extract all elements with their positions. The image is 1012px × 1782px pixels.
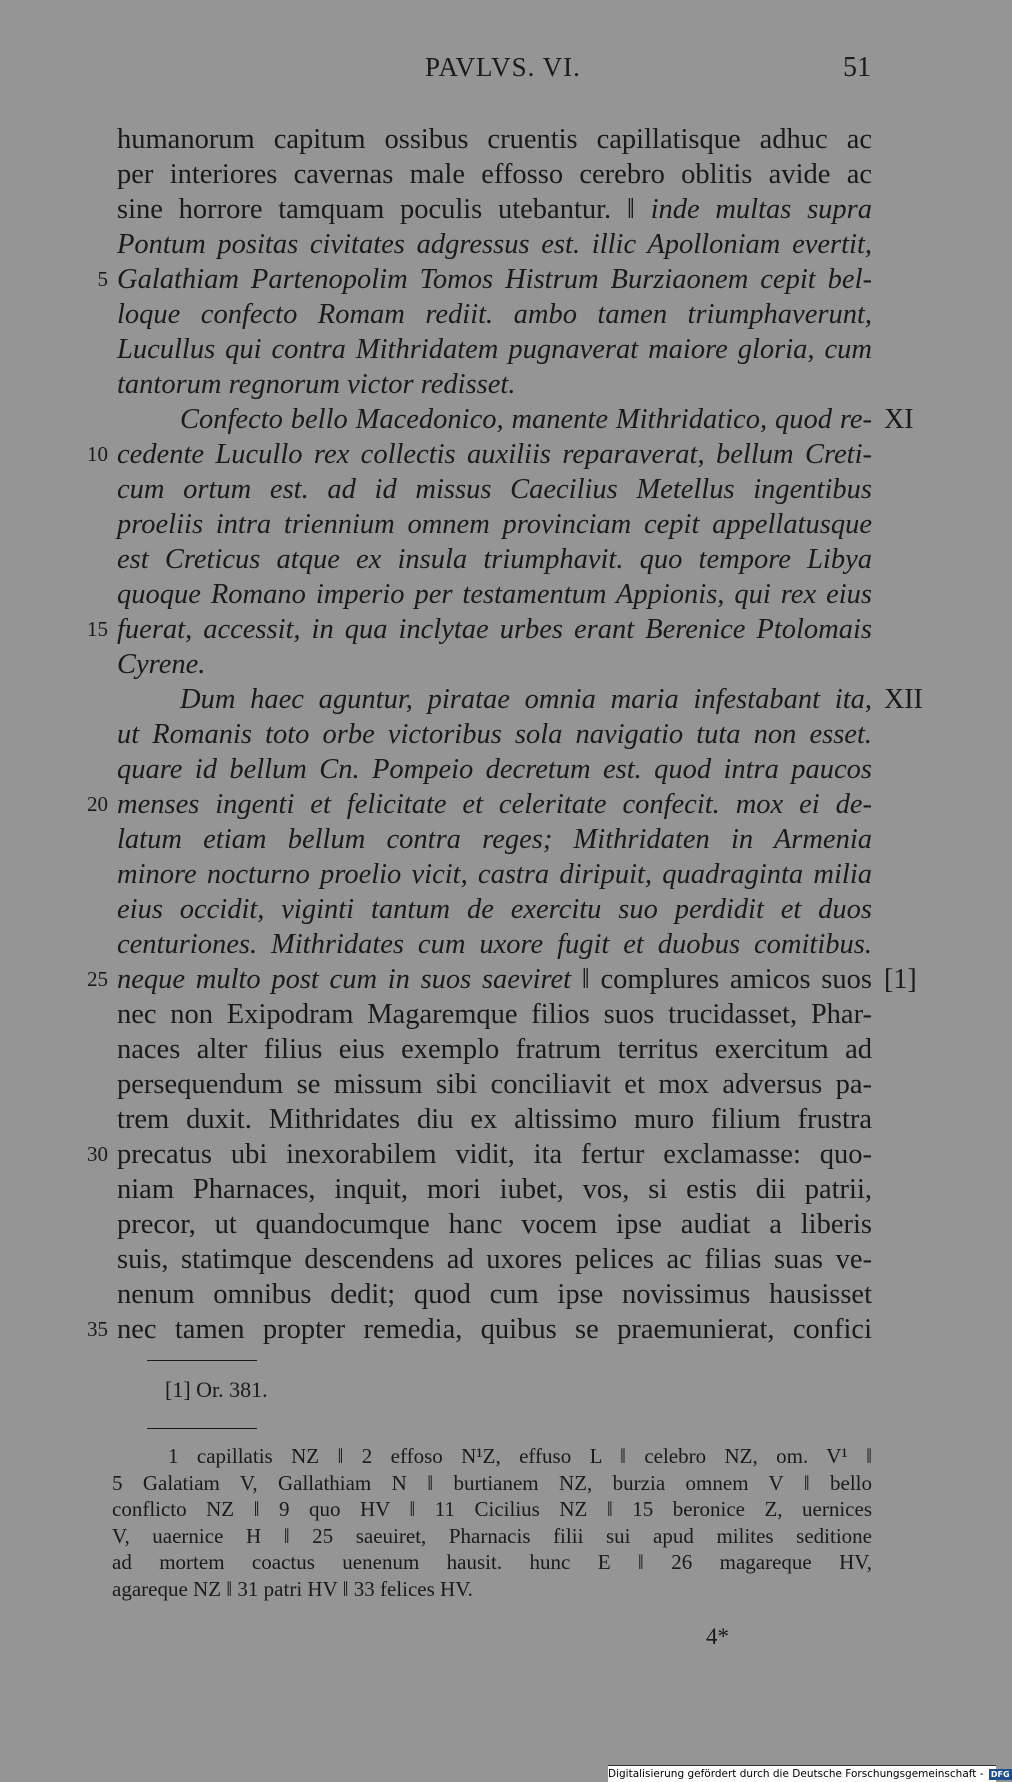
line-text: nec non Exipodram Magaremque filios suos trucidasset, Phar- <box>117 999 872 1030</box>
line-text: centuriones. Mithridates cum uxore fugit et duobus comitibus. <box>117 929 872 960</box>
line-text: minore nocturno proelio vicit, castra diripuit, quadraginta milia <box>117 859 872 890</box>
text-line <box>0 682 1000 717</box>
line-text: eius occidit, viginti tantum de exercitu suo perdidit et duos <box>117 894 872 925</box>
text-line <box>0 647 1000 682</box>
line-text: ut Romanis toto orbe victoribus sola navigatio tuta non esset. <box>117 719 872 750</box>
text-line <box>0 332 1000 367</box>
text-line <box>0 297 1000 332</box>
line-text: Cyrene. <box>117 649 206 680</box>
text-line <box>0 1102 1000 1137</box>
line-text: nec tamen propter remedia, quibus se praemunierat, confici <box>117 1314 872 1345</box>
text-line <box>0 1067 1000 1102</box>
margin-section-mark: XII <box>884 684 923 715</box>
line-text: suis, statimque descendens ad uxores pelices ac filias suas ve- <box>117 1244 872 1275</box>
page-header <box>0 52 1000 92</box>
text-line <box>0 787 1000 822</box>
line-text: proeliis intra triennium omnem provinciam cepit appellatusque <box>117 509 872 540</box>
text-line <box>0 122 1000 157</box>
text-line <box>0 1277 1000 1312</box>
line-text: Lucullus qui contra Mithridatem pugnaverat maiore gloria, cum <box>117 334 872 365</box>
line-text: quoque Romano imperio per testamentum Appionis, qui rex eius <box>117 579 872 610</box>
line-text: Pontum positas civitates adgressus est. illic Apolloniam evertit, <box>117 229 872 260</box>
line-segment: neque multo post cum in suos saeviret <box>117 964 582 995</box>
text-line <box>0 577 1000 612</box>
text-line <box>0 822 1000 857</box>
line-text: cum ortum est. ad id missus Caecilius Metellus ingentibus <box>117 474 872 505</box>
text-line <box>0 437 1000 472</box>
line-text: precatus ubi inexorabilem vidit, ita fertur exclamasse: quo- <box>117 1139 872 1170</box>
line-text: niam Pharnaces, inquit, mori iubet, vos, si estis dii patrii, <box>117 1174 872 1205</box>
text-line <box>0 1137 1000 1172</box>
text-line <box>0 857 1000 892</box>
page-number: 51 <box>843 52 871 83</box>
line-text: quare id bellum Cn. Pompeio decretum est. quod intra paucos <box>117 754 872 785</box>
text-line <box>0 367 1000 402</box>
apparatus-line: ad mortem coactus uenenum hausit. hunc E ‖ 26 magareque HV, <box>112 1550 872 1574</box>
line-text <box>117 962 872 997</box>
line-text: cedente Lucullo rex collectis auxiliis reparaverat, bellum Creti- <box>117 439 872 470</box>
text-line <box>0 542 1000 577</box>
line-text: precor, ut quandocumque hanc vocem ipse audiat a liberis <box>117 1209 872 1240</box>
text-line <box>0 262 1000 297</box>
text-line <box>0 892 1000 927</box>
text-line <box>0 192 1000 227</box>
credit-text: Digitalisierung gefördert durch die Deutsche Forschungsgemeinschaft - <box>608 1768 984 1780</box>
line-text: fuerat, accessit, in qua inclytae urbes erant Berenice Ptolomais <box>117 614 872 645</box>
printer-signature: 4* <box>706 1624 729 1649</box>
line-text: naces alter filius eius exemplo fratrum territus exercitum ad <box>117 1034 872 1065</box>
apparatus-rule <box>147 1428 257 1429</box>
line-text: est Creticus atque ex insula triumphavit. quo tempore Libya <box>117 544 872 575</box>
line-number: 30 <box>87 1142 108 1166</box>
line-text: humanorum capitum ossibus cruentis capillatisque adhuc ac <box>117 124 872 155</box>
dfg-logo: DFG <box>990 1769 1010 1779</box>
text-line <box>0 1312 1000 1347</box>
text-line <box>0 1242 1000 1277</box>
line-text: trem duxit. Mithridates diu ex altissimo muro filium frustra <box>117 1104 872 1135</box>
text-line <box>0 402 1000 437</box>
apparatus-line: agareque NZ ‖ 31 patri HV ‖ 33 felices HV. <box>112 1576 473 1601</box>
text-line <box>0 962 1000 997</box>
text-line <box>0 472 1000 507</box>
line-text: Galathiam Partenopolim Tomos Histrum Burziaonem cepit bel- <box>117 264 872 295</box>
text-line <box>0 157 1000 192</box>
line-segment: sine horrore tamquam poculis utebantur. ‖ <box>117 194 651 225</box>
apparatus-line: 5 Galatiam V, Gallathiam N ‖ burtianem NZ, burzia omnem V ‖ bello <box>112 1470 872 1495</box>
line-text: tantorum regnorum victor redisset. <box>117 369 516 400</box>
line-number: 10 <box>87 442 108 466</box>
line-text: Confecto bello Macedonico, manente Mithridatico, quod re- <box>180 404 872 435</box>
text-line <box>0 612 1000 647</box>
line-text: Dum haec aguntur, piratae omnia maria infestabant ita, <box>180 684 872 715</box>
line-text: per interiores cavernas male effosso cerebro oblitis avide ac <box>117 159 872 190</box>
line-text <box>117 192 872 227</box>
text-line <box>0 227 1000 262</box>
apparatus-line: V, uaernice H ‖ 25 saeuiret, Pharnacis filii sui apud milites seditione <box>112 1523 872 1548</box>
text-line <box>0 997 1000 1032</box>
apparatus-line: conflicto NZ ‖ 9 quo HV ‖ 11 Cicilius NZ ‖ 15 beronice Z, uernices <box>112 1497 872 1521</box>
line-text: latum etiam bellum contra reges; Mithridaten in Armenia <box>117 824 872 855</box>
line-text: loque confecto Romam rediit. ambo tamen triumphaverunt, <box>117 299 872 330</box>
text-line <box>0 1207 1000 1242</box>
line-text: menses ingenti et felicitate et celeritate confecit. mox ei de- <box>117 789 872 820</box>
line-number: 25 <box>87 967 108 991</box>
text-line <box>0 752 1000 787</box>
line-number: 35 <box>87 1317 108 1341</box>
main-text <box>0 122 1000 1347</box>
digitization-credit <box>608 1765 1010 1782</box>
running-title: PAVLVS. VI. <box>425 52 581 82</box>
line-segment: ‖ complures amicos suos <box>581 964 872 995</box>
line-number: 5 <box>97 267 108 291</box>
text-line <box>0 507 1000 542</box>
line-text: nenum omnibus dedit; quod cum ipse novissimus hausisset <box>117 1279 872 1310</box>
footnote-rule <box>147 1360 257 1361</box>
footnote: [1] Or. 381. <box>165 1377 268 1402</box>
line-segment: inde multas supra <box>650 194 872 225</box>
text-line <box>0 1172 1000 1207</box>
margin-section-mark: [1] <box>884 964 917 995</box>
margin-section-mark: XI <box>884 404 914 435</box>
line-number: 20 <box>87 792 108 816</box>
text-line <box>0 717 1000 752</box>
line-text: persequendum se missum sibi conciliavit et mox adversus pa- <box>117 1069 872 1100</box>
apparatus-line: 1 capillatis NZ ‖ 2 effoso N¹Z, effuso L ‖ celebro NZ, om. V¹ ‖ <box>168 1444 872 1468</box>
text-line <box>0 927 1000 962</box>
critical-apparatus <box>112 1443 872 1602</box>
text-line <box>0 1032 1000 1067</box>
line-number: 15 <box>87 617 108 641</box>
